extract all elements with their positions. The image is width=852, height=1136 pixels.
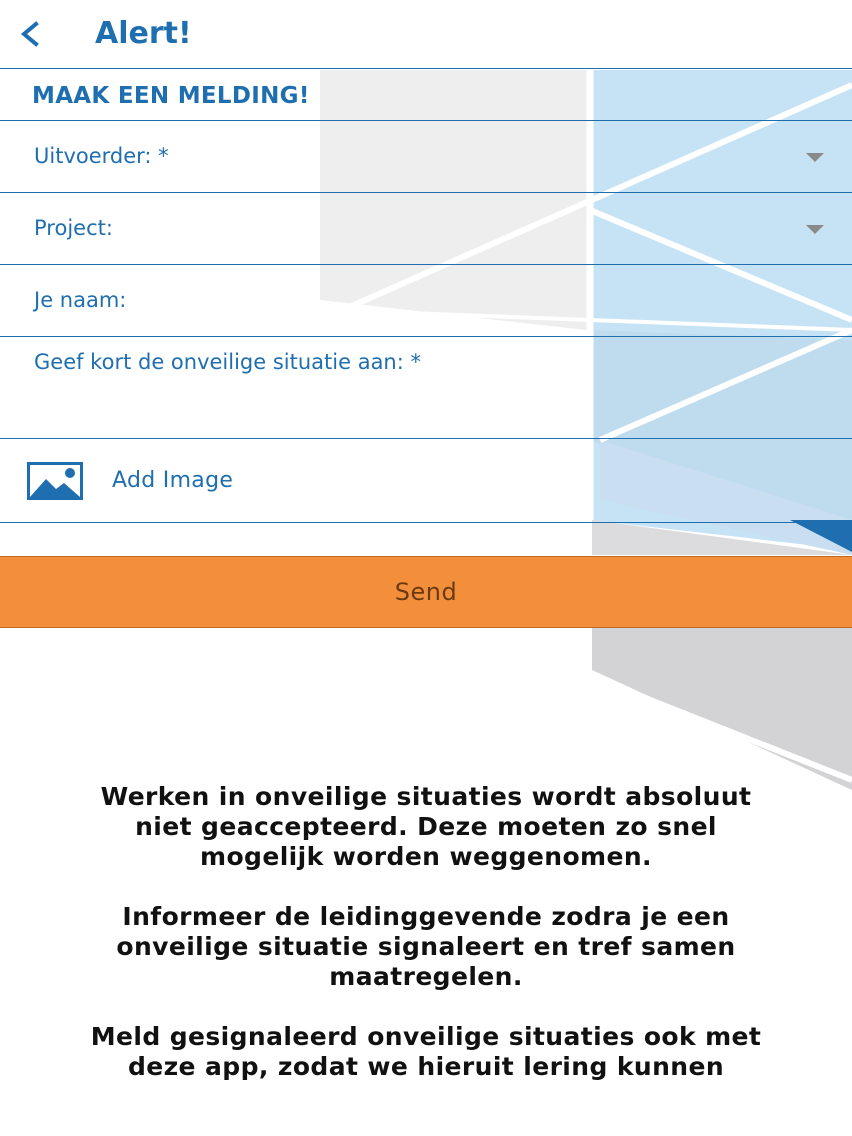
project-select[interactable]	[0, 193, 852, 265]
back-button[interactable]	[10, 14, 50, 54]
situation-placeholder: Geef kort de onveilige situatie aan: *	[34, 350, 421, 374]
uitvoerder-label: Uitvoerder: *	[34, 144, 169, 168]
name-placeholder: Je naam:	[34, 288, 127, 312]
uitvoerder-select[interactable]	[0, 121, 852, 193]
add-image-label: Add Image	[112, 468, 234, 493]
bottom-clip	[0, 1084, 852, 1136]
info-paragraph-3	[20, 1022, 832, 1082]
info-line: Werken in onveilige situaties wordt absoluut	[100, 782, 752, 811]
image-icon	[26, 461, 84, 501]
info-line: maatregelen.	[329, 962, 523, 991]
info-paragraph-2	[20, 902, 832, 992]
project-label: Project:	[34, 216, 113, 240]
situation-textarea[interactable]	[0, 337, 852, 439]
add-image-button[interactable]	[0, 439, 852, 523]
app-header	[0, 0, 852, 69]
chevron-left-icon	[18, 20, 42, 48]
info-paragraph-1	[20, 782, 832, 872]
info-line: Informeer de leidinggevende zodra je een	[122, 902, 730, 931]
alert-form	[0, 69, 852, 523]
name-input[interactable]	[0, 265, 852, 337]
page-title: Alert!	[95, 16, 192, 51]
safety-info	[20, 782, 832, 1112]
form-section-title: MAAK EEN MELDING!	[0, 69, 852, 121]
dropdown-caret-icon	[806, 225, 824, 234]
send-button[interactable]: Send	[0, 556, 852, 628]
dropdown-caret-icon	[806, 153, 824, 162]
info-line: Meld gesignaleerd onveilige situaties ook met	[90, 1022, 762, 1051]
info-line: deze app, zodat we hieruit lering kunnen	[127, 1052, 725, 1081]
info-line: mogelijk worden weggenomen.	[200, 842, 652, 871]
info-line: onveilige situatie signaleert en tref samen	[116, 932, 736, 961]
info-line: niet geaccepteerd. Deze moeten zo snel	[135, 812, 717, 841]
